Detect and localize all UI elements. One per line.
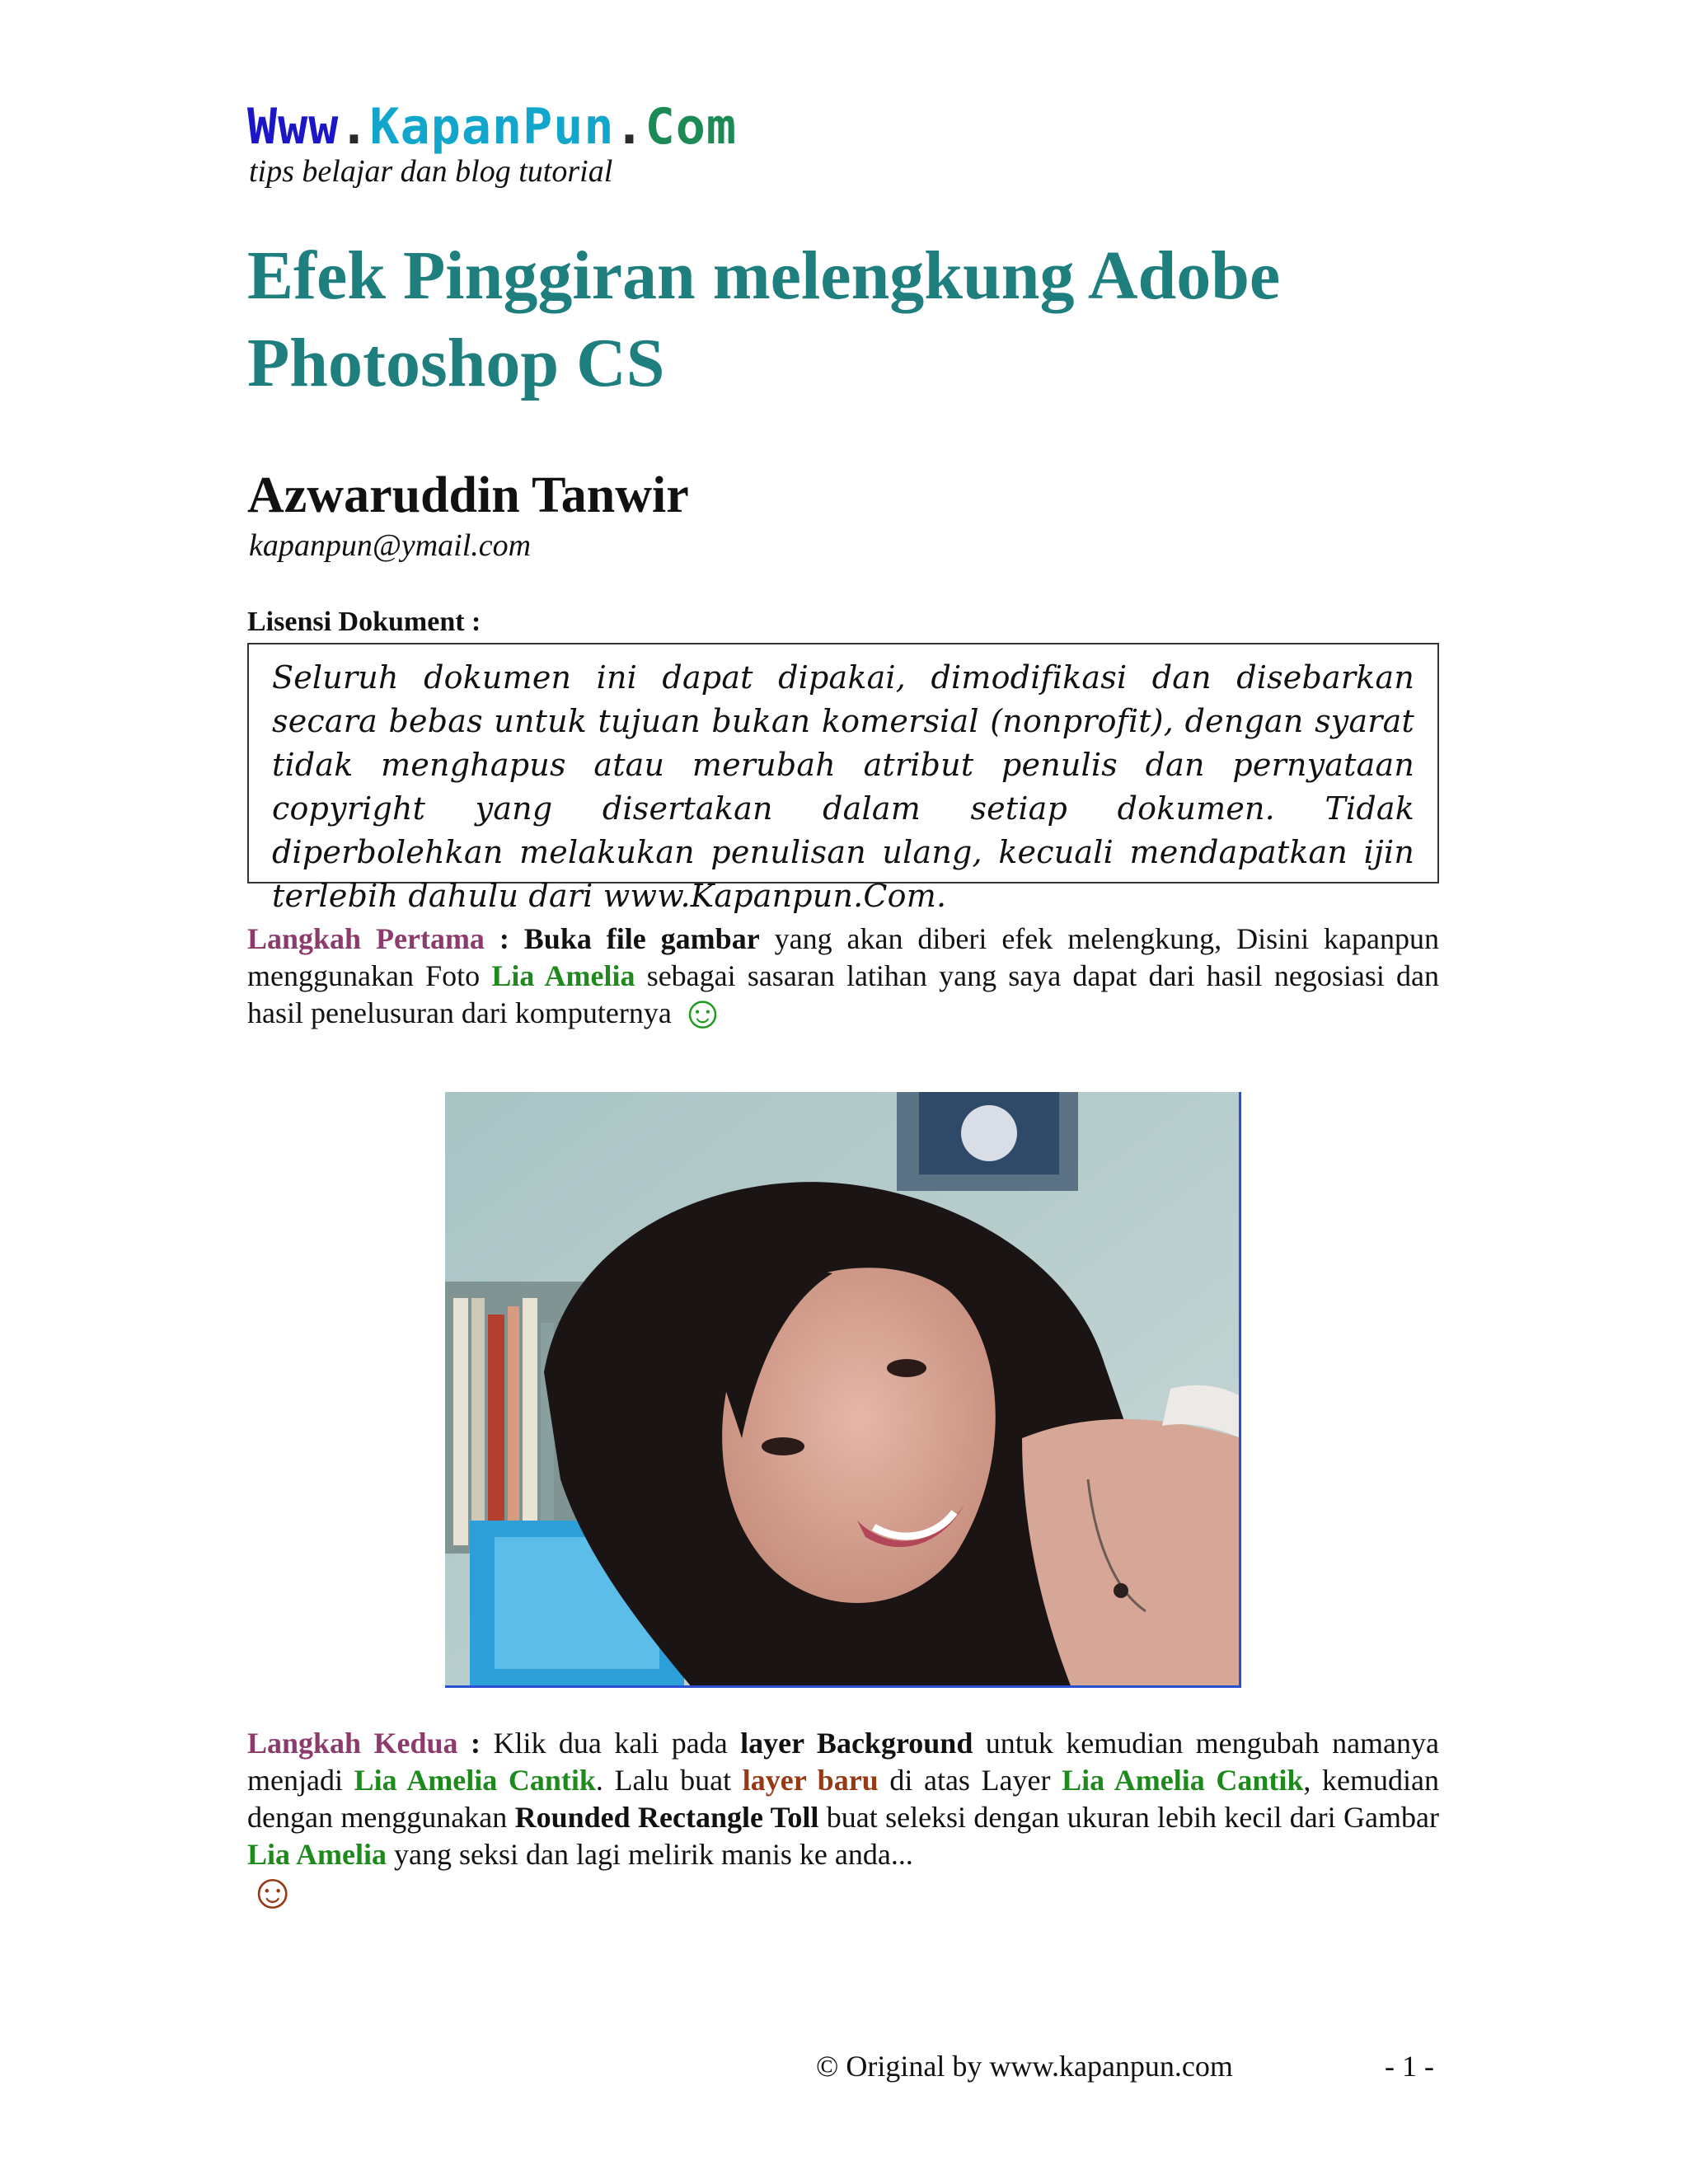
smiley-icon: ☺ <box>678 987 727 1038</box>
license-label: Lisensi Dokument : <box>247 607 481 637</box>
step-colon: : <box>457 1727 494 1760</box>
site-logo <box>247 97 737 157</box>
step-text: , kemudian dengan menggunakan <box>247 1764 1440 1834</box>
step-text: di atas Layer <box>878 1764 1062 1797</box>
new-layer: layer baru <box>742 1764 879 1797</box>
smiley-icon: ☺ <box>247 1864 298 1919</box>
layer-rename: Lia Amelia Cantik <box>354 1764 596 1797</box>
page-number: - 1 - <box>1385 2050 1434 2083</box>
step-text: yang seksi dan lagi melirik manis ke anda... <box>387 1838 913 1871</box>
step-text: buat seleksi dengan ukuran lebih kecil dari Gambar <box>818 1801 1439 1834</box>
logo-dot: . <box>614 98 645 156</box>
step-two-paragraph <box>247 1725 1439 1917</box>
tool-name: Rounded Rectangle Toll <box>514 1801 819 1834</box>
step-text: Klik dua kali pada <box>493 1727 741 1760</box>
page-title: Efek Pinggiran melengkung Adobe Photoshop CS <box>247 237 1281 401</box>
step-action: Buka file gambar <box>523 922 760 955</box>
license-box <box>247 643 1439 914</box>
logo-www: Www <box>247 98 340 156</box>
author-name: Azwaruddin Tanwir <box>247 467 689 523</box>
step-label: Langkah Kedua <box>247 1727 458 1760</box>
step-colon: : <box>484 922 524 955</box>
step-text: untuk kemudian mengubah namanya menjadi <box>247 1727 1439 1797</box>
license-text: Seluruh dokumen ini dapat dipakai, dimodifikasi dan disebarkan secara bebas untuk tujuan bukan komersial (nonprofit), dengan syarat tidak menghapus atau merubah atribut penulis dan pernyataan copyright yang disertakan dalam setiap dokumen. Tidak diperbolehkan melakukan penulisan ulang, kecuali mendapatkan ijin terlebih dahulu dari www.Kapanpun.Com. <box>272 659 1414 914</box>
step-text: . Lalu buat <box>595 1764 743 1797</box>
model-name: Lia Amelia <box>491 959 635 992</box>
step-text: sebagai sasaran latihan yang saya dapat dari hasil negosiasi dan hasil penelusuran dari komputernya <box>247 959 1439 1029</box>
logo-dot: . <box>339 98 370 156</box>
step-one-paragraph <box>247 921 1439 1038</box>
step-label: Langkah Pertama <box>247 922 485 955</box>
layer-rename: Lia Amelia Cantik <box>1062 1764 1304 1797</box>
logo-com: Com <box>645 98 737 156</box>
portrait-photo <box>445 1092 1241 1688</box>
author-email: kapanpun@ymail.com <box>249 528 532 563</box>
footer-credit: © Original by www.kapanpun.com <box>816 2050 1233 2083</box>
model-name: Lia Amelia <box>247 1838 387 1871</box>
layer-name: layer Background <box>740 1727 973 1760</box>
tagline: tips belajar dan blog tutorial <box>249 154 613 189</box>
step-text: yang akan diberi efek melengkung, Disini kapanpun menggunakan Foto <box>247 922 1439 992</box>
logo-brand: KapanPun <box>369 98 615 156</box>
